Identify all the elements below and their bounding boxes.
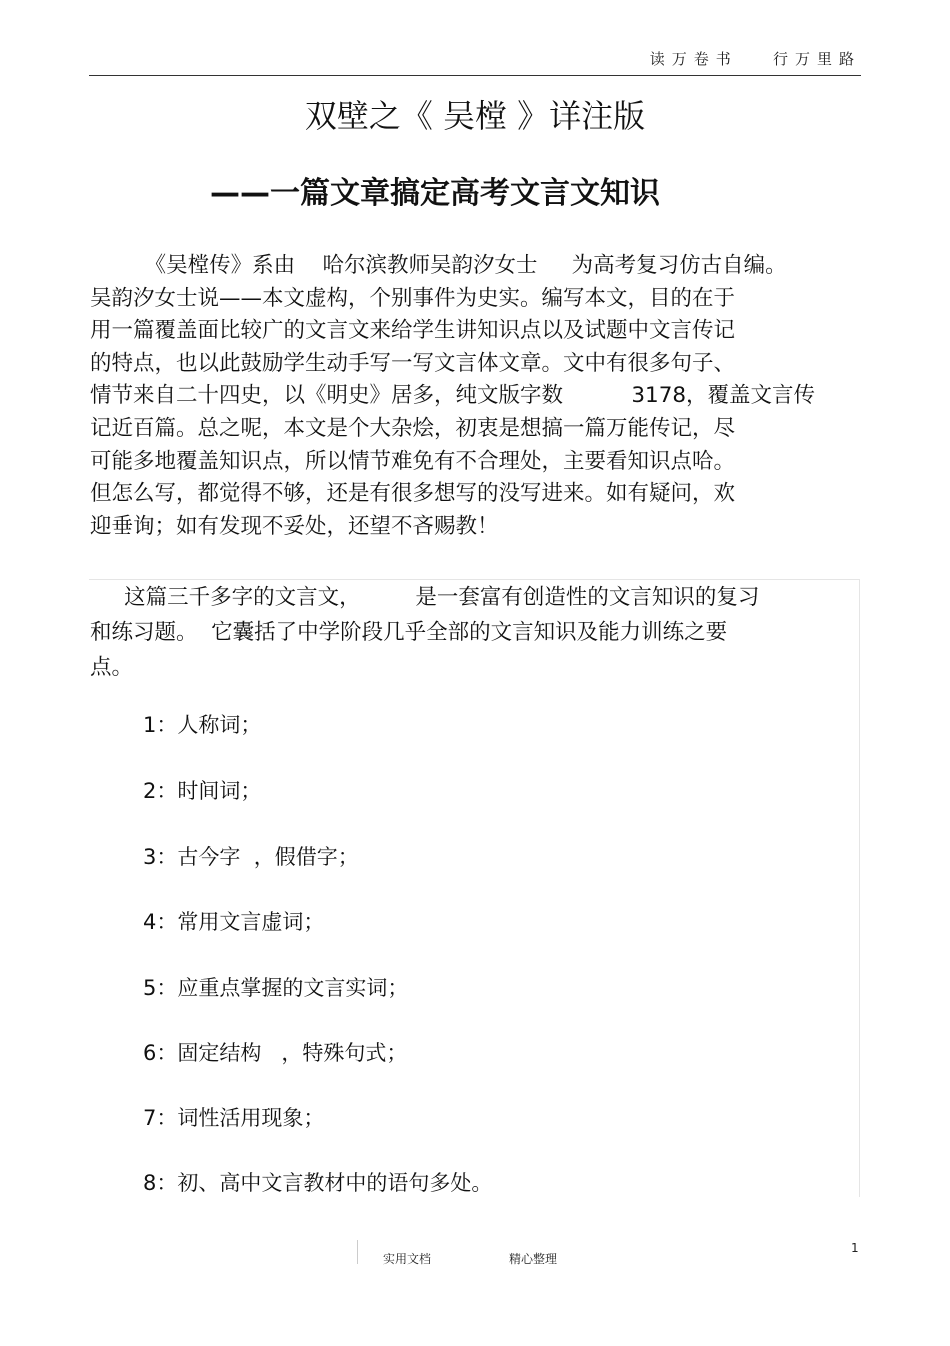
footer-right-text: 精心整理	[509, 1252, 558, 1266]
list-item: 2：时间词；	[143, 779, 262, 803]
list-item: 5：应重点掌握的文言实词；	[143, 976, 409, 1000]
intro-line: 迎垂询；如有发现不妥处，还望不吝赐教！	[90, 513, 499, 539]
summary-box	[89, 579, 860, 1197]
intro-line: 吴韵汐女士说——本文虚构，个别事件为史实。编写本文，目的在于	[90, 285, 736, 311]
intro-line: 情节来自二十四史，以《明史》居多，纯文版字数 3178，覆盖文言传	[90, 383, 816, 409]
list-item: 3：古今字 ，假借字；	[143, 845, 359, 869]
intro-paragraph	[90, 250, 860, 543]
document-subtitle: ——一篇文章搞定高考文言文知识	[210, 176, 660, 211]
list-item: 6：固定结构 ，特殊句式；	[143, 1041, 408, 1065]
footer-divider	[357, 1240, 358, 1264]
intro-line: 《吴樘传》系由 哈尔滨教师吴韵汐女士 为高考复习仿古自编。	[90, 253, 787, 278]
list-item: 7：词性活用现象；	[143, 1106, 325, 1130]
header-motto: 读万卷书 行万里路	[649, 50, 861, 68]
footer-left-text: 实用文档	[383, 1252, 432, 1266]
page-number: 1	[851, 1241, 859, 1255]
intro-line: 的特点，也以此鼓励学生动手写一写文言体文章。文中有很多句子、	[90, 350, 736, 376]
intro-line: 记近百篇。总之呢，本文是个大杂烩，初衷是想搞一篇万能传记，尽	[90, 415, 736, 441]
document-title: 双壁之《 吴樘 》详注版	[304, 97, 646, 135]
summary-line: 和练习题。 它囊括了中学阶段几乎全部的文言知识及能力训练之要	[90, 620, 728, 645]
intro-line: 但怎么写，都觉得不够，还是有很多想写的没写进来。如有疑问，欢	[90, 481, 736, 507]
summary-paragraph	[90, 580, 759, 685]
header-divider	[89, 75, 861, 76]
list-item: 8：初、高中文言教材中的语句多处。	[143, 1171, 493, 1195]
intro-line: 用一篇覆盖面比较广的文言文来给学生讲知识点以及试题中文言传记	[90, 318, 736, 344]
summary-line: 这篇三千多字的文言文， 是一套富有创造性的文言知识的复习	[90, 585, 760, 610]
list-item: 1：人称词；	[143, 713, 262, 737]
list-item: 4：常用文言虚词；	[143, 910, 325, 934]
summary-line: 点。	[90, 655, 134, 680]
intro-line: 可能多地覆盖知识点，所以情节难免有不合理处，主要看知识点哈。	[90, 448, 736, 474]
